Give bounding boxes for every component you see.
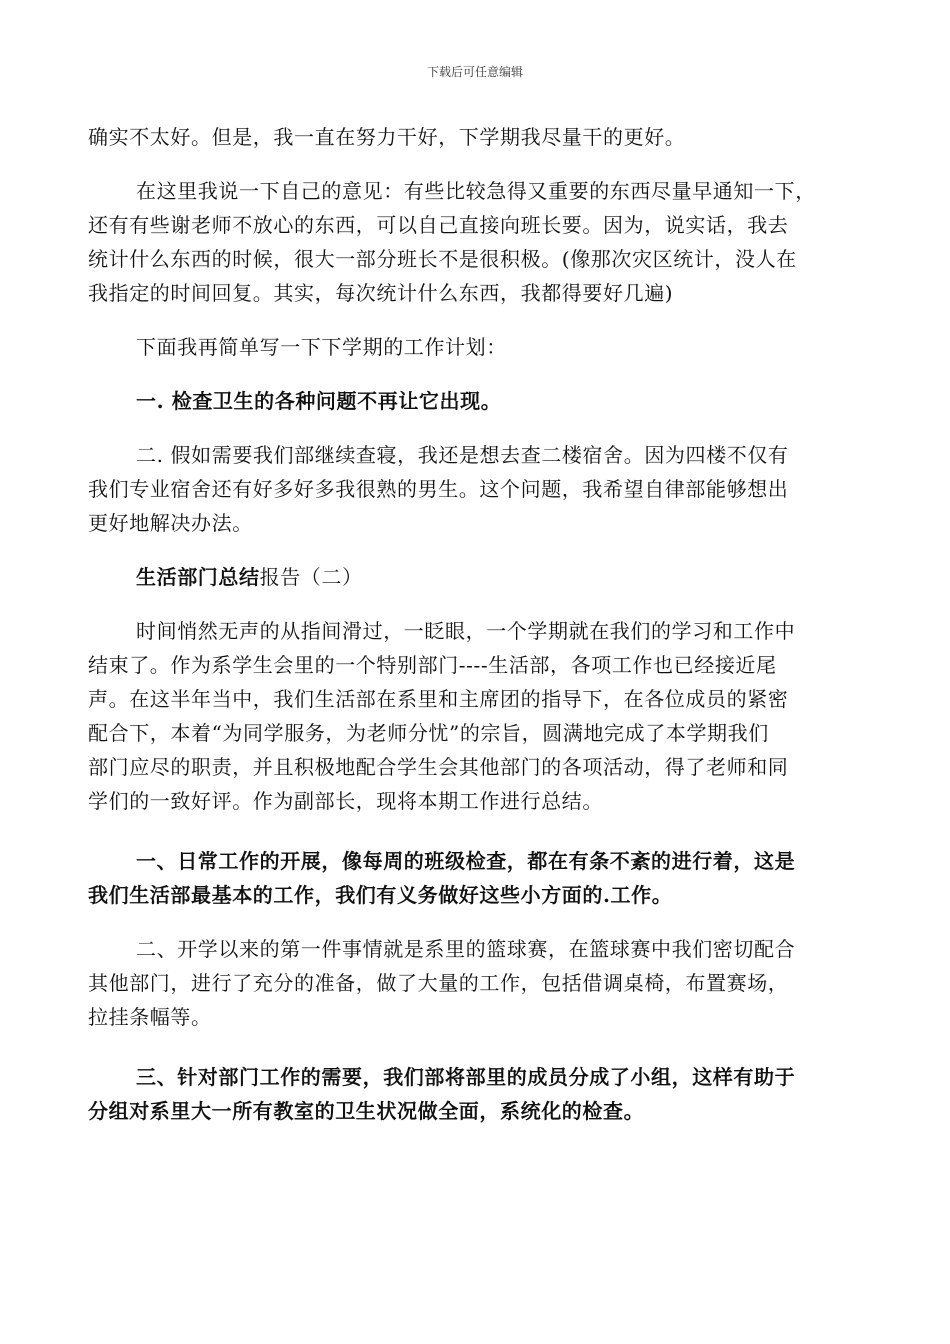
section-title-bold: 生活部门总结 <box>136 565 260 589</box>
text-line: 一. 检查卫生的各种问题不再让它出现。 <box>136 389 502 413</box>
text-line: 我们专业宿舍还有好多好多我很熟的男生。这个问题，我希望自律部能够想出 <box>88 477 789 501</box>
text-line: 我们生活部最基本的工作，我们有义务做好这些小方面的.工作。 <box>88 883 673 907</box>
paragraph-summary-intro <box>88 614 858 818</box>
paragraph-continuation <box>88 120 858 154</box>
text-line: 二、开学以来的第一件事情就是系里的篮球赛，在篮球赛中我们密切配合 <box>136 937 796 961</box>
summary-item-2 <box>88 932 858 1034</box>
text-line: 三、针对部门工作的需要，我们部将部里的成员分成了小组，这样有助于 <box>136 1065 796 1089</box>
section-title-rest: 报告（二） <box>259 565 363 589</box>
text-line: 学们的一致好评。作为副部长，现将本期工作进行总结。 <box>88 789 603 813</box>
text-line: 二. 假如需要我们部继续查寝，我还是想去查二楼宿舍。因为四楼不仅有 <box>136 443 789 467</box>
summary-item-1 <box>88 844 858 912</box>
text-line: 配合下，本着“为同学服务，为老师分忧”的宗旨，圆满地完成了本学期我们 <box>88 721 769 745</box>
text-line: 分组对系里大一所有教室的卫生状况做全面，系统化的检查。 <box>88 1099 645 1123</box>
plan-item-2 <box>88 438 858 540</box>
paragraph-plan-intro <box>88 330 858 364</box>
summary-item-3 <box>88 1060 858 1128</box>
paragraph-opinion <box>88 174 858 310</box>
section-title-line <box>88 560 858 594</box>
text-line: 一、日常工作的开展，像每周的班级检查，都在有条不紊的进行着，这是 <box>136 849 796 873</box>
text-line: 更好地解决办法。 <box>88 511 253 535</box>
text-line: 声。在这半年当中，我们生活部在系里和主席团的指导下，在各位成员的紧密 <box>88 687 789 711</box>
text-line: 时间悄然无声的从指间滑过，一眨眼，一个学期就在我们的学习和工作中 <box>136 619 796 643</box>
text-line: 拉挂条幅等。 <box>88 1005 212 1029</box>
text-line: 确实不太好。但是，我一直在努力干好，下学期我尽量干的更好。 <box>88 125 686 149</box>
text-line: 在这里我说一下自己的意见：有些比较急得又重要的东西尽量早通知一下， <box>136 179 816 203</box>
page-header: 下载后可任意编辑 <box>426 65 523 79</box>
text-line: 还有有些谢老师不放心的东西，可以自己直接向班长要。因为，说实话，我去 <box>88 213 789 237</box>
text-line: 下面我再简单写一下下学期的工作计划： <box>136 335 507 359</box>
document-body <box>88 120 858 1128</box>
text-line: 其他部门，进行了充分的准备，做了大量的工作，包括借调桌椅，布置赛场， <box>88 971 789 995</box>
text-line: 统计什么东西的时候，很大一部分班长不是很积极。(像那次灾区统计，没人在 <box>88 247 797 271</box>
plan-item-1 <box>88 384 858 418</box>
text-line: 结束了。作为系学生会里的一个特别部门----生活部，各项工作也已经接近尾 <box>88 653 777 677</box>
text-line: 部门应尽的职责，并且积极地配合学生会其他部门的各项活动，得了老师和同 <box>88 755 789 779</box>
section-title <box>88 560 858 594</box>
text-line: 我指定的时间回复。其实，每次统计什么东西，我都得要好几遍) <box>88 281 674 305</box>
